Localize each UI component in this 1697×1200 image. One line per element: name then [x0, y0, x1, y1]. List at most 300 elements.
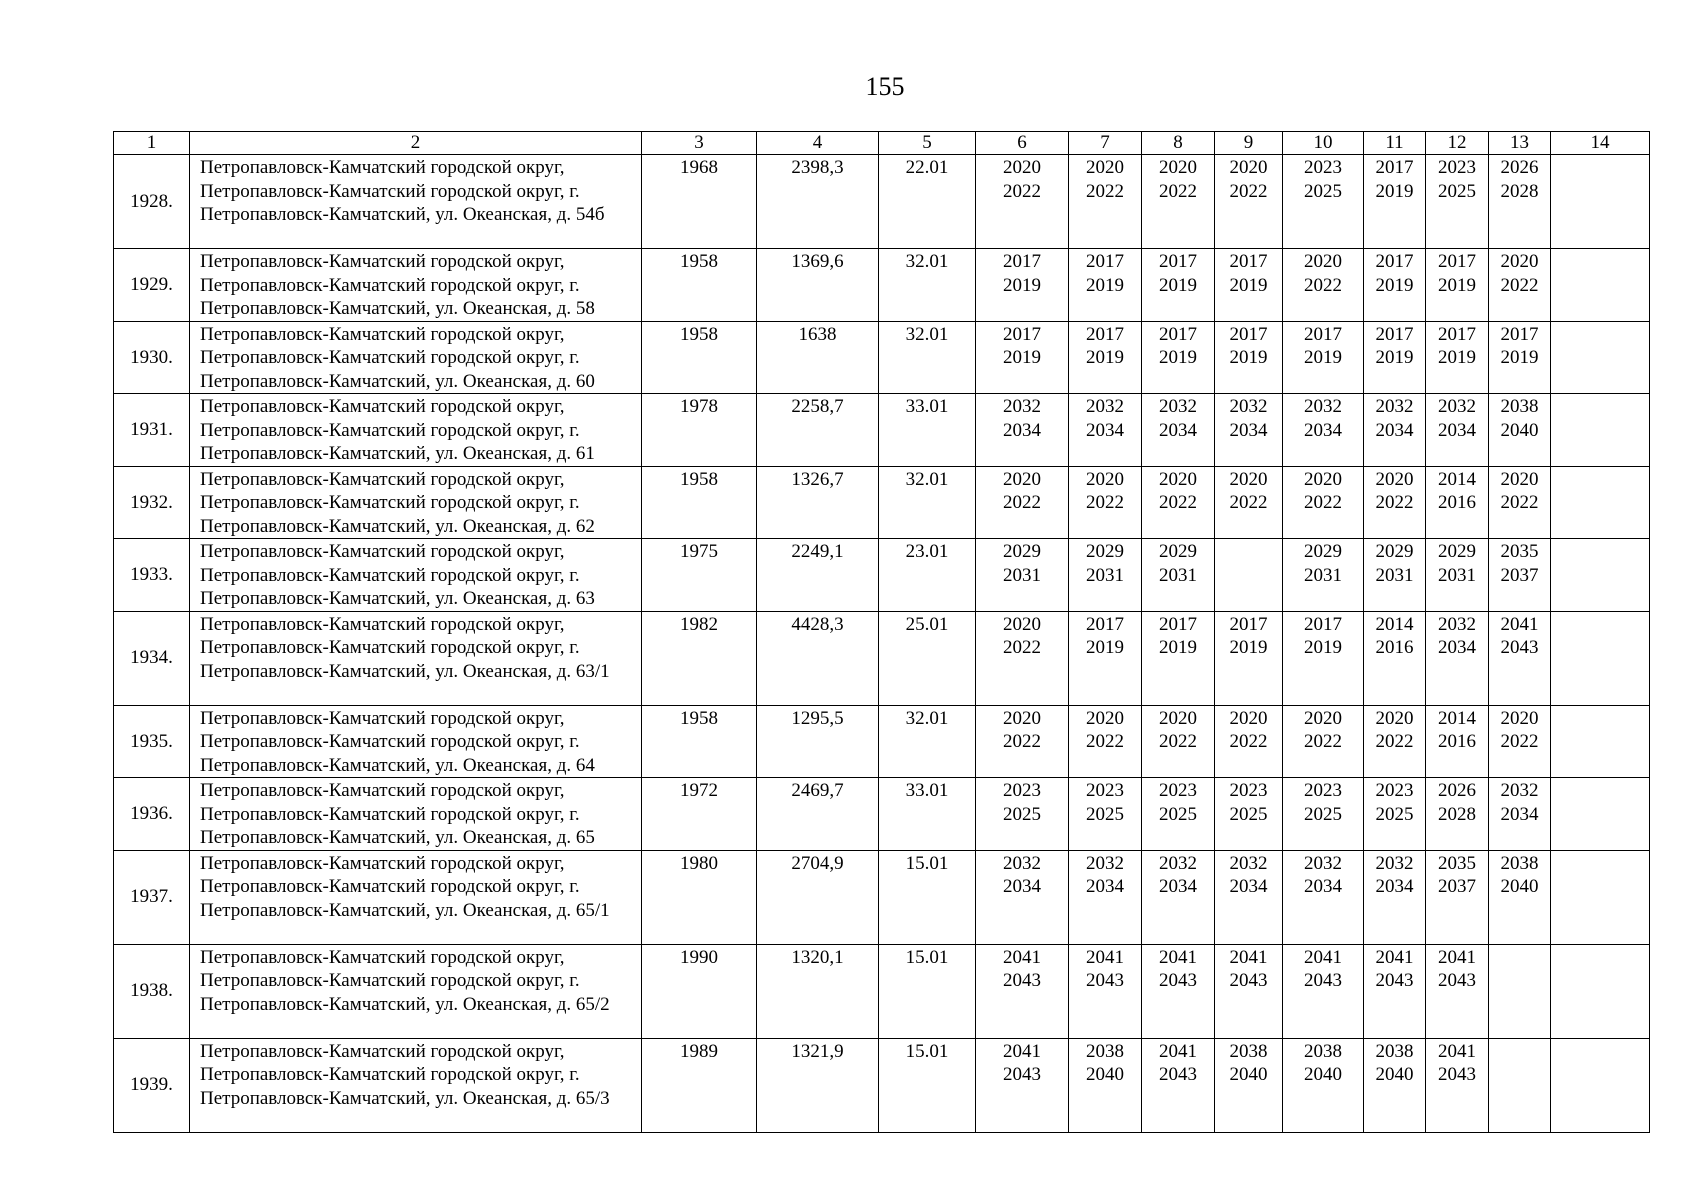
period-end-year: 2031: [1438, 564, 1476, 586]
period-end-year: 2016: [1438, 731, 1476, 752]
code-cell: 32.01: [879, 466, 976, 539]
period-start-year: 2026: [1438, 780, 1476, 801]
header-row: [114, 132, 1650, 155]
period-end-year: 2034: [1229, 419, 1268, 441]
column-header-9: 9: [1215, 132, 1283, 155]
year-built-cell: 1990: [642, 944, 757, 1038]
area-cell: 1638: [757, 321, 879, 394]
period-end-year: 2043: [1159, 1064, 1197, 1085]
period-start-year: 2032: [1500, 780, 1539, 801]
period-start-year: 2029: [1304, 541, 1342, 562]
period-start-year: 2017: [1375, 251, 1414, 272]
period-start-year: 2017: [1159, 323, 1197, 345]
period-end-year: 2034: [1304, 419, 1342, 441]
code-cell: 32.01: [879, 249, 976, 322]
period-cell-col-7: [1069, 705, 1142, 778]
year-built-cell: 1958: [642, 249, 757, 322]
period-end-year: 2022: [1086, 180, 1124, 202]
period-start-year: 2020: [1159, 468, 1197, 490]
period-end-year: 2022: [1375, 731, 1414, 752]
period-end-year: 2028: [1438, 803, 1476, 825]
period-cell-col-13: [1489, 321, 1551, 394]
year-built-cell: 1978: [642, 394, 757, 467]
period-cell-col-6: [976, 394, 1069, 467]
period-cell-col-14: [1551, 539, 1650, 612]
period-end-year: 2025: [1304, 180, 1342, 202]
period-cell-col-11: [1364, 539, 1426, 612]
code-cell: 25.01: [879, 611, 976, 705]
row-number: 1929.: [114, 249, 190, 322]
period-cell-col-9: [1215, 466, 1283, 539]
table-row: [114, 611, 1650, 705]
address-cell: Петропавловск-Камчатский городской округ, Петропавловск-Камчатский городской округ, г. Петропавловск-Камчатский, ул. Океанская, д. 63: [190, 539, 642, 612]
period-end-year: 2025: [1003, 803, 1041, 825]
table-row: [114, 850, 1650, 944]
period-start-year: 2017: [1304, 323, 1342, 345]
period-end-year: 2043: [1229, 970, 1268, 991]
period-end-year: 2022: [1003, 637, 1041, 658]
period-cell-col-13: [1489, 850, 1551, 944]
year-built-cell: 1989: [642, 1038, 757, 1132]
period-cell-col-8: [1142, 944, 1215, 1038]
row-number: 1934.: [114, 611, 190, 705]
period-cell-col-7: [1069, 944, 1142, 1038]
period-end-year: 2022: [1304, 274, 1342, 296]
period-end-year: 2022: [1159, 180, 1197, 202]
period-end-year: 2022: [1003, 492, 1041, 513]
table-row: [114, 705, 1650, 778]
period-cell-col-6: [976, 466, 1069, 539]
period-end-year: 2019: [1086, 637, 1124, 658]
period-end-year: 2034: [1003, 876, 1041, 897]
period-start-year: 2032: [1375, 396, 1414, 417]
row-number: 1937.: [114, 850, 190, 944]
period-start-year: 2020: [1003, 157, 1041, 178]
period-end-year: 2019: [1003, 274, 1041, 296]
area-cell: 4428,3: [757, 611, 879, 705]
period-cell-col-12: [1426, 539, 1489, 612]
table-row: [114, 466, 1650, 539]
period-end-year: 2037: [1500, 564, 1539, 586]
period-cell-col-13: [1489, 611, 1551, 705]
period-start-year: 2020: [1159, 707, 1197, 729]
area-cell: 1321,9: [757, 1038, 879, 1132]
period-end-year: 2019: [1438, 274, 1476, 296]
table-row: [114, 394, 1650, 467]
period-end-year: 2019: [1229, 347, 1268, 368]
period-start-year: 2035: [1500, 541, 1539, 562]
period-cell-col-9: [1215, 249, 1283, 322]
row-number: 1932.: [114, 466, 190, 539]
row-number: 1938.: [114, 944, 190, 1038]
period-cell-col-14: [1551, 321, 1650, 394]
area-cell: 2704,9: [757, 850, 879, 944]
address-cell: Петропавловск-Камчатский городской округ, Петропавловск-Камчатский городской округ, г. Петропавловск-Камчатский, ул. Океанская, д. 60: [190, 321, 642, 394]
period-end-year: 2022: [1229, 492, 1268, 513]
table-row: [114, 249, 1650, 322]
period-start-year: 2032: [1304, 396, 1342, 417]
year-built-cell: 1958: [642, 705, 757, 778]
period-cell-col-11: [1364, 778, 1426, 851]
period-start-year: 2041: [1086, 946, 1124, 968]
address-cell: Петропавловск-Камчатский городской округ, Петропавловск-Камчатский городской округ, г. Петропавловск-Камчатский, ул. Океанская, д. 65/3: [190, 1038, 642, 1132]
period-start-year: 2020: [1229, 157, 1268, 178]
table-row: [114, 321, 1650, 394]
period-end-year: 2022: [1159, 492, 1197, 513]
address-cell: Петропавловск-Камчатский городской округ, Петропавловск-Камчатский городской округ, г. Петропавловск-Камчатский, ул. Океанская, д. 61: [190, 394, 642, 467]
period-end-year: 2019: [1500, 347, 1539, 368]
period-start-year: 2020: [1304, 468, 1342, 490]
period-cell-col-8: [1142, 778, 1215, 851]
period-cell-col-9: [1215, 155, 1283, 249]
period-cell-col-9: [1215, 394, 1283, 467]
period-start-year: 2017: [1003, 323, 1041, 345]
period-cell-col-10: [1283, 611, 1364, 705]
table-row: [114, 155, 1650, 249]
period-cell-col-7: [1069, 778, 1142, 851]
code-cell: 32.01: [879, 705, 976, 778]
period-end-year: 2022: [1500, 274, 1539, 296]
period-start-year: 2041: [1229, 946, 1268, 968]
period-cell-col-10: [1283, 944, 1364, 1038]
period-cell-col-11: [1364, 394, 1426, 467]
period-cell-col-8: [1142, 155, 1215, 249]
year-built-cell: 1958: [642, 466, 757, 539]
period-start-year: 2029: [1086, 541, 1124, 562]
column-header-14: 14: [1551, 132, 1650, 155]
period-end-year: 2040: [1500, 419, 1539, 441]
column-header-10: 10: [1283, 132, 1364, 155]
period-end-year: 2019: [1086, 274, 1124, 296]
period-start-year: 2032: [1086, 396, 1124, 417]
period-start-year: 2017: [1229, 323, 1268, 345]
period-cell-col-10: [1283, 155, 1364, 249]
period-start-year: 2032: [1438, 396, 1476, 417]
period-cell-col-12: [1426, 611, 1489, 705]
table-row: [114, 944, 1650, 1038]
period-cell-col-12: [1426, 394, 1489, 467]
period-start-year: 2032: [1159, 396, 1197, 417]
period-cell-col-7: [1069, 850, 1142, 944]
period-end-year: 2034: [1159, 876, 1197, 897]
period-end-year: 2019: [1159, 347, 1197, 368]
period-cell-col-7: [1069, 394, 1142, 467]
period-start-year: 2038: [1500, 852, 1539, 874]
period-end-year: 2022: [1304, 731, 1342, 752]
period-start-year: 2032: [1086, 852, 1124, 874]
period-cell-col-10: [1283, 539, 1364, 612]
period-start-year: 2023: [1304, 780, 1342, 801]
period-cell-col-10: [1283, 321, 1364, 394]
column-header-3: 3: [642, 132, 757, 155]
period-cell-col-14: [1551, 705, 1650, 778]
address-cell: Петропавловск-Камчатский городской округ, Петропавловск-Камчатский городской округ, г. Петропавловск-Камчатский, ул. Океанская, д. 54б: [190, 155, 642, 249]
period-start-year: 2020: [1375, 707, 1414, 729]
period-cell-col-8: [1142, 705, 1215, 778]
period-end-year: 2034: [1086, 419, 1124, 441]
period-start-year: 2041: [1438, 1040, 1476, 1062]
period-start-year: 2020: [1229, 468, 1268, 490]
period-start-year: 2023: [1304, 157, 1342, 178]
area-cell: 2249,1: [757, 539, 879, 612]
period-end-year: 2025: [1375, 803, 1414, 825]
period-cell-col-10: [1283, 1038, 1364, 1132]
code-cell: 22.01: [879, 155, 976, 249]
area-cell: 2398,3: [757, 155, 879, 249]
period-end-year: 2019: [1086, 347, 1124, 368]
period-start-year: 2020: [1003, 613, 1041, 635]
period-end-year: 2025: [1438, 180, 1476, 202]
period-start-year: 2017: [1375, 157, 1414, 178]
period-start-year: 2020: [1375, 468, 1414, 490]
period-end-year: 2025: [1159, 803, 1197, 825]
area-cell: 1369,6: [757, 249, 879, 322]
period-start-year: 2032: [1229, 852, 1268, 874]
period-cell-col-7: [1069, 249, 1142, 322]
period-end-year: 2043: [1003, 1064, 1041, 1085]
code-cell: 33.01: [879, 394, 976, 467]
column-header-12: 12: [1426, 132, 1489, 155]
period-end-year: 2019: [1229, 637, 1268, 658]
period-start-year: 2020: [1003, 707, 1041, 729]
row-number: 1936.: [114, 778, 190, 851]
period-cell-col-14: [1551, 850, 1650, 944]
period-end-year: 2019: [1159, 637, 1197, 658]
period-cell-col-6: [976, 1038, 1069, 1132]
period-end-year: 2031: [1003, 564, 1041, 586]
code-cell: 15.01: [879, 1038, 976, 1132]
period-end-year: 2019: [1003, 347, 1041, 368]
period-end-year: 2040: [1086, 1064, 1124, 1085]
period-cell-col-9: [1215, 944, 1283, 1038]
period-cell-col-7: [1069, 466, 1142, 539]
period-end-year: 2022: [1159, 731, 1197, 752]
period-cell-col-6: [976, 778, 1069, 851]
period-start-year: 2041: [1159, 1040, 1197, 1062]
period-start-year: 2041: [1438, 946, 1476, 968]
row-number: 1933.: [114, 539, 190, 612]
period-start-year: 2038: [1304, 1040, 1342, 1062]
period-start-year: 2017: [1229, 613, 1268, 635]
period-cell-col-7: [1069, 321, 1142, 394]
period-cell-col-10: [1283, 466, 1364, 539]
period-cell-col-6: [976, 539, 1069, 612]
period-start-year: 2023: [1229, 780, 1268, 801]
period-start-year: 2038: [1229, 1040, 1268, 1062]
period-end-year: 2022: [1086, 492, 1124, 513]
period-start-year: 2032: [1438, 613, 1476, 635]
column-header-1: 1: [114, 132, 190, 155]
address-cell: Петропавловск-Камчатский городской округ, Петропавловск-Камчатский городской округ, г. Петропавловск-Камчатский, ул. Океанская, д. 65: [190, 778, 642, 851]
period-end-year: 2043: [1003, 970, 1041, 991]
period-start-year: 2020: [1500, 468, 1539, 490]
period-start-year: 2017: [1229, 251, 1268, 272]
period-start-year: 2017: [1086, 613, 1124, 635]
period-cell-col-7: [1069, 539, 1142, 612]
period-cell-col-10: [1283, 249, 1364, 322]
period-end-year: 2034: [1304, 876, 1342, 897]
period-start-year: 2017: [1159, 251, 1197, 272]
period-cell-col-9: [1215, 850, 1283, 944]
period-start-year: 2017: [1003, 251, 1041, 272]
period-start-year: 2020: [1304, 707, 1342, 729]
period-cell-col-12: [1426, 944, 1489, 1038]
code-cell: 15.01: [879, 944, 976, 1038]
period-end-year: 2031: [1086, 564, 1124, 586]
column-header-8: 8: [1142, 132, 1215, 155]
period-cell-col-8: [1142, 539, 1215, 612]
period-start-year: 2038: [1500, 396, 1539, 417]
period-start-year: 2035: [1438, 852, 1476, 874]
period-end-year: 2019: [1375, 180, 1414, 202]
period-cell-col-12: [1426, 466, 1489, 539]
period-start-year: 2023: [1003, 780, 1041, 801]
period-cell-col-10: [1283, 705, 1364, 778]
period-end-year: 2022: [1086, 731, 1124, 752]
period-start-year: 2017: [1438, 251, 1476, 272]
period-cell-col-6: [976, 249, 1069, 322]
table-body: [114, 155, 1650, 1133]
period-end-year: 2019: [1375, 347, 1414, 368]
period-start-year: 2020: [1086, 707, 1124, 729]
row-number: 1939.: [114, 1038, 190, 1132]
address-cell: Петропавловск-Камчатский городской округ, Петропавловск-Камчатский городской округ, г. Петропавловск-Камчатский, ул. Океанская, д. 64: [190, 705, 642, 778]
period-end-year: 2019: [1375, 274, 1414, 296]
period-end-year: 2019: [1229, 274, 1268, 296]
period-cell-col-13: [1489, 249, 1551, 322]
period-cell-col-9: [1215, 539, 1283, 612]
period-end-year: 2031: [1159, 564, 1197, 586]
period-end-year: 2034: [1159, 419, 1197, 441]
period-cell-col-7: [1069, 611, 1142, 705]
period-end-year: 2019: [1304, 637, 1342, 658]
period-cell-col-10: [1283, 778, 1364, 851]
period-cell-col-6: [976, 155, 1069, 249]
row-number: 1931.: [114, 394, 190, 467]
period-end-year: 2034: [1500, 803, 1539, 825]
period-start-year: 2017: [1159, 613, 1197, 635]
table-row: [114, 539, 1650, 612]
column-header-11: 11: [1364, 132, 1426, 155]
area-cell: 1320,1: [757, 944, 879, 1038]
period-start-year: 2020: [1086, 157, 1124, 178]
period-start-year: 2032: [1229, 396, 1268, 417]
period-start-year: 2020: [1229, 707, 1268, 729]
period-cell-col-12: [1426, 321, 1489, 394]
period-start-year: 2041: [1500, 613, 1539, 635]
code-cell: 23.01: [879, 539, 976, 612]
period-cell-col-14: [1551, 611, 1650, 705]
period-cell-col-14: [1551, 394, 1650, 467]
address-cell: Петропавловск-Камчатский городской округ, Петропавловск-Камчатский городской округ, г. Петропавловск-Камчатский, ул. Океанская, д. 65/2: [190, 944, 642, 1038]
period-end-year: 2031: [1375, 564, 1414, 586]
period-start-year: 2041: [1304, 946, 1342, 968]
period-cell-col-13: [1489, 944, 1551, 1038]
period-end-year: 2022: [1500, 731, 1539, 752]
period-end-year: 2034: [1438, 419, 1476, 441]
period-cell-col-13: [1489, 705, 1551, 778]
area-cell: 1326,7: [757, 466, 879, 539]
period-cell-col-13: [1489, 466, 1551, 539]
period-start-year: 2029: [1375, 541, 1414, 562]
period-start-year: 2017: [1086, 251, 1124, 272]
period-cell-col-8: [1142, 466, 1215, 539]
period-start-year: 2041: [1159, 946, 1197, 968]
period-cell-col-13: [1489, 394, 1551, 467]
area-cell: 2258,7: [757, 394, 879, 467]
address-cell: Петропавловск-Камчатский городской округ, Петропавловск-Камчатский городской округ, г. Петропавловск-Камчатский, ул. Океанская, д. 63/1: [190, 611, 642, 705]
year-built-cell: 1982: [642, 611, 757, 705]
period-cell-col-6: [976, 321, 1069, 394]
period-end-year: 2043: [1159, 970, 1197, 991]
period-end-year: 2034: [1086, 876, 1124, 897]
period-start-year: 2017: [1438, 323, 1476, 345]
period-start-year: 2014: [1438, 468, 1476, 490]
column-header-4: 4: [757, 132, 879, 155]
register-table: [113, 131, 1650, 1133]
code-cell: 32.01: [879, 321, 976, 394]
period-start-year: 2032: [1375, 852, 1414, 874]
period-end-year: 2025: [1304, 803, 1342, 825]
period-cell-col-11: [1364, 611, 1426, 705]
period-cell-col-9: [1215, 705, 1283, 778]
period-end-year: 2040: [1500, 876, 1539, 897]
period-end-year: 2043: [1438, 1064, 1476, 1085]
period-start-year: 2032: [1304, 852, 1342, 874]
period-end-year: 2019: [1438, 347, 1476, 368]
period-cell-col-11: [1364, 249, 1426, 322]
period-start-year: 2029: [1438, 541, 1476, 562]
period-cell-col-14: [1551, 1038, 1650, 1132]
period-cell-col-10: [1283, 394, 1364, 467]
period-cell-col-9: [1215, 611, 1283, 705]
period-cell-col-11: [1364, 466, 1426, 539]
period-end-year: 2016: [1438, 492, 1476, 513]
period-end-year: 2019: [1159, 274, 1197, 296]
period-start-year: 2023: [1438, 157, 1476, 178]
period-cell-col-8: [1142, 394, 1215, 467]
period-start-year: 2032: [1003, 396, 1041, 417]
period-cell-col-6: [976, 611, 1069, 705]
period-start-year: 2023: [1086, 780, 1124, 801]
page-number: 155: [865, 72, 905, 101]
period-cell-col-11: [1364, 944, 1426, 1038]
period-cell-col-11: [1364, 850, 1426, 944]
period-end-year: 2022: [1229, 731, 1268, 752]
column-header-7: 7: [1069, 132, 1142, 155]
period-cell-col-6: [976, 850, 1069, 944]
period-cell-col-8: [1142, 850, 1215, 944]
row-number: 1935.: [114, 705, 190, 778]
period-start-year: 2041: [1003, 946, 1041, 968]
period-end-year: 2025: [1229, 803, 1268, 825]
area-cell: 2469,7: [757, 778, 879, 851]
period-cell-col-13: [1489, 1038, 1551, 1132]
column-header-13: 13: [1489, 132, 1551, 155]
period-cell-col-12: [1426, 249, 1489, 322]
period-end-year: 2022: [1500, 492, 1539, 513]
period-cell-col-11: [1364, 321, 1426, 394]
address-cell: Петропавловск-Камчатский городской округ, Петропавловск-Камчатский городской округ, г. Петропавловск-Камчатский, ул. Океанская, д. 62: [190, 466, 642, 539]
period-cell-col-7: [1069, 1038, 1142, 1132]
code-cell: 33.01: [879, 778, 976, 851]
period-cell-col-14: [1551, 466, 1650, 539]
period-cell-col-11: [1364, 155, 1426, 249]
period-start-year: 2017: [1304, 613, 1342, 635]
period-start-year: 2020: [1304, 251, 1342, 272]
period-start-year: 2041: [1003, 1040, 1041, 1062]
period-cell-col-14: [1551, 944, 1650, 1038]
